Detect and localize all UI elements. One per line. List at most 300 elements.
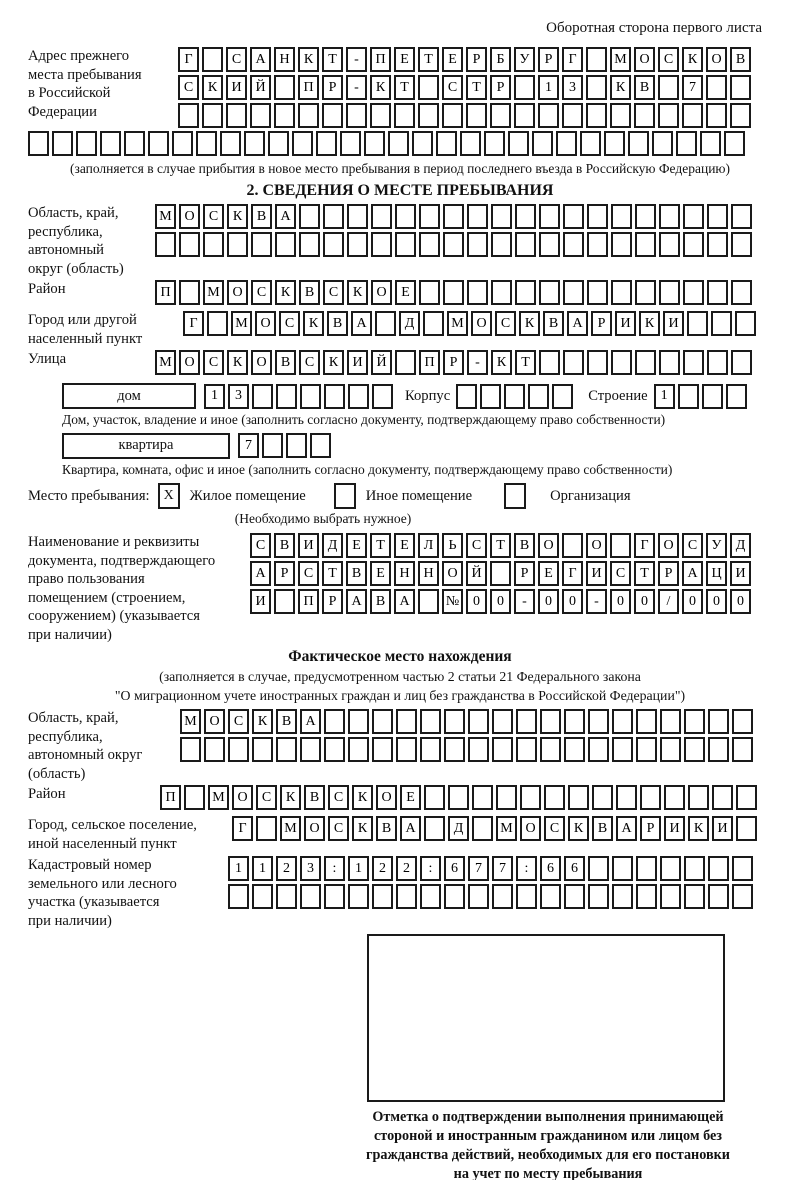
char-cell[interactable] xyxy=(324,737,345,762)
char-cell[interactable] xyxy=(436,131,457,156)
char-cell[interactable]: К xyxy=(303,311,324,336)
char-cell[interactable]: Р xyxy=(640,816,661,841)
char-cell[interactable] xyxy=(556,131,577,156)
char-cell[interactable]: С xyxy=(299,350,320,375)
char-cell[interactable]: 0 xyxy=(490,589,511,614)
char-cell[interactable] xyxy=(203,232,224,257)
char-cell[interactable] xyxy=(635,232,656,257)
char-cell[interactable]: Е xyxy=(346,533,367,558)
char-cell[interactable]: Р xyxy=(322,589,343,614)
char-cell[interactable] xyxy=(424,785,445,810)
char-cell[interactable]: А xyxy=(394,589,415,614)
char-cell[interactable] xyxy=(730,75,751,100)
char-cell[interactable] xyxy=(388,131,409,156)
char-cell[interactable]: К xyxy=(323,350,344,375)
char-cell[interactable] xyxy=(372,884,393,909)
char-cell[interactable] xyxy=(544,785,565,810)
char-cell[interactable]: 0 xyxy=(682,589,703,614)
char-cell[interactable] xyxy=(538,103,559,128)
char-cell[interactable] xyxy=(707,204,728,229)
char-cell[interactable] xyxy=(732,709,753,734)
char-cell[interactable]: Е xyxy=(400,785,421,810)
char-cell[interactable] xyxy=(707,350,728,375)
char-cell[interactable]: У xyxy=(706,533,727,558)
char-cell[interactable] xyxy=(468,884,489,909)
char-cell[interactable]: 3 xyxy=(562,75,583,100)
char-cell[interactable] xyxy=(466,103,487,128)
char-cell[interactable]: О xyxy=(634,47,655,72)
char-cell[interactable] xyxy=(514,103,535,128)
char-cell[interactable] xyxy=(520,785,541,810)
char-cell[interactable] xyxy=(274,103,295,128)
char-cell[interactable] xyxy=(244,131,265,156)
char-cell[interactable] xyxy=(207,311,228,336)
char-cell[interactable]: О xyxy=(179,350,200,375)
char-cell[interactable] xyxy=(707,232,728,257)
char-cell[interactable]: Т xyxy=(322,47,343,72)
char-cell[interactable] xyxy=(640,785,661,810)
char-cell[interactable] xyxy=(148,131,169,156)
char-cell[interactable] xyxy=(472,816,493,841)
char-cell[interactable]: Е xyxy=(394,533,415,558)
char-cell[interactable] xyxy=(532,131,553,156)
char-cell[interactable] xyxy=(611,280,632,305)
char-cell[interactable]: К xyxy=(491,350,512,375)
char-cell[interactable] xyxy=(659,232,680,257)
char-cell[interactable] xyxy=(732,737,753,762)
char-cell[interactable] xyxy=(587,350,608,375)
char-cell[interactable] xyxy=(731,350,752,375)
char-cell[interactable] xyxy=(712,785,733,810)
char-cell[interactable] xyxy=(660,884,681,909)
char-cell[interactable]: / xyxy=(658,589,679,614)
char-cell[interactable]: П xyxy=(298,589,319,614)
char-cell[interactable] xyxy=(586,103,607,128)
char-cell[interactable]: В xyxy=(592,816,613,841)
char-cell[interactable] xyxy=(659,204,680,229)
char-cell[interactable]: 1 xyxy=(204,384,225,409)
char-cell[interactable]: С xyxy=(251,280,272,305)
char-cell[interactable] xyxy=(310,433,331,458)
char-cell[interactable] xyxy=(371,232,392,257)
char-cell[interactable] xyxy=(652,131,673,156)
char-cell[interactable] xyxy=(395,204,416,229)
char-cell[interactable] xyxy=(708,709,729,734)
char-cell[interactable]: Р xyxy=(658,561,679,586)
char-cell[interactable] xyxy=(262,433,283,458)
char-cell[interactable]: Й xyxy=(466,561,487,586)
char-cell[interactable] xyxy=(420,884,441,909)
char-cell[interactable]: Р xyxy=(322,75,343,100)
char-cell[interactable] xyxy=(252,884,273,909)
char-cell[interactable]: А xyxy=(250,47,271,72)
char-cell[interactable]: В xyxy=(346,561,367,586)
char-cell[interactable] xyxy=(612,709,633,734)
char-cell[interactable]: П xyxy=(419,350,440,375)
char-cell[interactable]: К xyxy=(352,785,373,810)
char-cell[interactable]: С xyxy=(658,47,679,72)
char-cell[interactable] xyxy=(444,709,465,734)
char-cell[interactable]: Г xyxy=(232,816,253,841)
char-cell[interactable] xyxy=(448,785,469,810)
char-cell[interactable] xyxy=(460,131,481,156)
char-cell[interactable] xyxy=(508,131,529,156)
char-cell[interactable] xyxy=(731,280,752,305)
char-cell[interactable]: Г xyxy=(562,47,583,72)
house-type-box[interactable]: дом xyxy=(62,383,196,409)
char-cell[interactable] xyxy=(528,384,549,409)
char-cell[interactable] xyxy=(268,131,289,156)
residential-checkbox[interactable]: X xyxy=(158,483,180,509)
char-cell[interactable]: 7 xyxy=(238,433,259,458)
char-cell[interactable]: Б xyxy=(490,47,511,72)
char-cell[interactable] xyxy=(396,884,417,909)
char-cell[interactable]: В xyxy=(543,311,564,336)
char-cell[interactable]: С xyxy=(203,350,224,375)
char-cell[interactable]: О xyxy=(251,350,272,375)
char-cell[interactable] xyxy=(588,856,609,881)
char-cell[interactable]: В xyxy=(730,47,751,72)
char-cell[interactable] xyxy=(588,737,609,762)
char-cell[interactable] xyxy=(252,384,273,409)
char-cell[interactable] xyxy=(226,103,247,128)
char-cell[interactable] xyxy=(539,280,560,305)
char-cell[interactable] xyxy=(52,131,73,156)
char-cell[interactable] xyxy=(322,103,343,128)
char-cell[interactable]: С xyxy=(203,204,224,229)
char-cell[interactable]: К xyxy=(370,75,391,100)
char-cell[interactable]: П xyxy=(160,785,181,810)
char-cell[interactable] xyxy=(496,785,517,810)
char-cell[interactable] xyxy=(612,737,633,762)
char-cell[interactable] xyxy=(634,103,655,128)
char-cell[interactable]: 6 xyxy=(540,856,561,881)
char-cell[interactable] xyxy=(420,709,441,734)
char-cell[interactable]: О xyxy=(520,816,541,841)
char-cell[interactable] xyxy=(731,204,752,229)
char-cell[interactable]: Й xyxy=(371,350,392,375)
char-cell[interactable] xyxy=(586,47,607,72)
char-cell[interactable]: О xyxy=(232,785,253,810)
char-cell[interactable]: И xyxy=(586,561,607,586)
char-cell[interactable] xyxy=(580,131,601,156)
char-cell[interactable]: К xyxy=(352,816,373,841)
char-cell[interactable]: М xyxy=(610,47,631,72)
char-cell[interactable]: К xyxy=(280,785,301,810)
char-cell[interactable] xyxy=(491,280,512,305)
char-cell[interactable] xyxy=(616,785,637,810)
char-cell[interactable] xyxy=(419,232,440,257)
char-cell[interactable]: Т xyxy=(418,47,439,72)
char-cell[interactable] xyxy=(300,737,321,762)
char-cell[interactable] xyxy=(28,131,49,156)
char-cell[interactable]: М xyxy=(208,785,229,810)
char-cell[interactable]: Д xyxy=(399,311,420,336)
char-cell[interactable] xyxy=(563,280,584,305)
char-cell[interactable]: С xyxy=(328,785,349,810)
char-cell[interactable]: 7 xyxy=(682,75,703,100)
char-cell[interactable] xyxy=(726,384,747,409)
char-cell[interactable]: И xyxy=(712,816,733,841)
char-cell[interactable]: И xyxy=(347,350,368,375)
char-cell[interactable] xyxy=(419,204,440,229)
char-cell[interactable]: Т xyxy=(394,75,415,100)
char-cell[interactable]: 1 xyxy=(654,384,675,409)
char-cell[interactable]: Ь xyxy=(442,533,463,558)
char-cell[interactable] xyxy=(684,884,705,909)
char-cell[interactable]: С xyxy=(682,533,703,558)
char-cell[interactable]: Д xyxy=(730,533,751,558)
char-cell[interactable] xyxy=(708,884,729,909)
char-cell[interactable]: В xyxy=(634,75,655,100)
char-cell[interactable]: - xyxy=(514,589,535,614)
char-cell[interactable]: Т xyxy=(515,350,536,375)
char-cell[interactable] xyxy=(707,280,728,305)
char-cell[interactable] xyxy=(418,589,439,614)
char-cell[interactable] xyxy=(419,280,440,305)
char-cell[interactable]: А xyxy=(275,204,296,229)
char-cell[interactable]: Е xyxy=(395,280,416,305)
char-cell[interactable] xyxy=(300,884,321,909)
char-cell[interactable] xyxy=(348,384,369,409)
char-cell[interactable]: - xyxy=(346,75,367,100)
char-cell[interactable] xyxy=(658,75,679,100)
char-cell[interactable] xyxy=(562,103,583,128)
char-cell[interactable]: 3 xyxy=(300,856,321,881)
char-cell[interactable] xyxy=(372,384,393,409)
char-cell[interactable]: М xyxy=(155,350,176,375)
char-cell[interactable]: - xyxy=(586,589,607,614)
char-cell[interactable] xyxy=(702,384,723,409)
char-cell[interactable]: К xyxy=(202,75,223,100)
char-cell[interactable]: О xyxy=(442,561,463,586)
char-cell[interactable] xyxy=(612,884,633,909)
char-cell[interactable] xyxy=(490,561,511,586)
char-cell[interactable] xyxy=(372,709,393,734)
char-cell[interactable]: О xyxy=(586,533,607,558)
char-cell[interactable] xyxy=(468,709,489,734)
char-cell[interactable] xyxy=(636,709,657,734)
char-cell[interactable]: 1 xyxy=(538,75,559,100)
char-cell[interactable] xyxy=(418,103,439,128)
char-cell[interactable] xyxy=(179,280,200,305)
char-cell[interactable]: К xyxy=(275,280,296,305)
char-cell[interactable] xyxy=(490,103,511,128)
char-cell[interactable] xyxy=(563,204,584,229)
char-cell[interactable] xyxy=(324,709,345,734)
char-cell[interactable]: А xyxy=(351,311,372,336)
char-cell[interactable] xyxy=(515,204,536,229)
char-cell[interactable]: 0 xyxy=(466,589,487,614)
char-cell[interactable]: И xyxy=(730,561,751,586)
char-cell[interactable] xyxy=(299,204,320,229)
char-cell[interactable] xyxy=(76,131,97,156)
char-cell[interactable]: К xyxy=(639,311,660,336)
char-cell[interactable] xyxy=(348,884,369,909)
char-cell[interactable] xyxy=(467,232,488,257)
char-cell[interactable] xyxy=(610,103,631,128)
char-cell[interactable] xyxy=(659,350,680,375)
char-cell[interactable] xyxy=(563,350,584,375)
char-cell[interactable]: С xyxy=(323,280,344,305)
char-cell[interactable] xyxy=(372,737,393,762)
char-cell[interactable] xyxy=(491,232,512,257)
char-cell[interactable] xyxy=(179,232,200,257)
char-cell[interactable]: К xyxy=(610,75,631,100)
char-cell[interactable] xyxy=(736,816,757,841)
char-cell[interactable] xyxy=(396,709,417,734)
char-cell[interactable] xyxy=(610,533,631,558)
char-cell[interactable] xyxy=(202,47,223,72)
char-cell[interactable] xyxy=(420,737,441,762)
char-cell[interactable]: Ц xyxy=(706,561,727,586)
char-cell[interactable] xyxy=(683,280,704,305)
char-cell[interactable] xyxy=(467,204,488,229)
char-cell[interactable] xyxy=(636,737,657,762)
char-cell[interactable] xyxy=(660,856,681,881)
char-cell[interactable] xyxy=(395,232,416,257)
char-cell[interactable]: Г xyxy=(178,47,199,72)
char-cell[interactable]: О xyxy=(227,280,248,305)
char-cell[interactable] xyxy=(516,737,537,762)
char-cell[interactable]: И xyxy=(298,533,319,558)
char-cell[interactable] xyxy=(250,103,271,128)
char-cell[interactable]: С xyxy=(610,561,631,586)
char-cell[interactable]: С xyxy=(178,75,199,100)
char-cell[interactable]: П xyxy=(298,75,319,100)
char-cell[interactable] xyxy=(635,204,656,229)
char-cell[interactable]: : xyxy=(516,856,537,881)
char-cell[interactable]: Р xyxy=(466,47,487,72)
char-cell[interactable] xyxy=(100,131,121,156)
char-cell[interactable] xyxy=(682,103,703,128)
char-cell[interactable] xyxy=(204,737,225,762)
char-cell[interactable] xyxy=(276,884,297,909)
char-cell[interactable] xyxy=(611,350,632,375)
char-cell[interactable] xyxy=(678,384,699,409)
char-cell[interactable]: О xyxy=(471,311,492,336)
char-cell[interactable] xyxy=(424,816,445,841)
char-cell[interactable] xyxy=(300,384,321,409)
char-cell[interactable] xyxy=(612,856,633,881)
char-cell[interactable] xyxy=(587,280,608,305)
char-cell[interactable] xyxy=(423,311,444,336)
char-cell[interactable]: В xyxy=(370,589,391,614)
char-cell[interactable] xyxy=(346,103,367,128)
char-cell[interactable] xyxy=(564,709,585,734)
char-cell[interactable]: 1 xyxy=(228,856,249,881)
char-cell[interactable] xyxy=(563,232,584,257)
char-cell[interactable] xyxy=(683,204,704,229)
char-cell[interactable] xyxy=(636,856,657,881)
char-cell[interactable] xyxy=(443,232,464,257)
char-cell[interactable]: 6 xyxy=(444,856,465,881)
char-cell[interactable]: Г xyxy=(183,311,204,336)
char-cell[interactable] xyxy=(491,204,512,229)
char-cell[interactable] xyxy=(276,384,297,409)
char-cell[interactable] xyxy=(492,884,513,909)
char-cell[interactable] xyxy=(323,204,344,229)
char-cell[interactable]: 0 xyxy=(610,589,631,614)
char-cell[interactable] xyxy=(124,131,145,156)
char-cell[interactable]: В xyxy=(275,350,296,375)
char-cell[interactable]: С xyxy=(442,75,463,100)
char-cell[interactable]: 6 xyxy=(564,856,585,881)
char-cell[interactable]: 1 xyxy=(348,856,369,881)
char-cell[interactable] xyxy=(516,709,537,734)
char-cell[interactable]: М xyxy=(280,816,301,841)
char-cell[interactable]: К xyxy=(519,311,540,336)
char-cell[interactable]: - xyxy=(467,350,488,375)
char-cell[interactable] xyxy=(540,884,561,909)
char-cell[interactable]: Т xyxy=(322,561,343,586)
char-cell[interactable] xyxy=(732,884,753,909)
char-cell[interactable] xyxy=(375,311,396,336)
char-cell[interactable] xyxy=(484,131,505,156)
char-cell[interactable]: О xyxy=(255,311,276,336)
char-cell[interactable]: С xyxy=(298,561,319,586)
char-cell[interactable]: В xyxy=(251,204,272,229)
char-cell[interactable]: : xyxy=(324,856,345,881)
char-cell[interactable] xyxy=(274,589,295,614)
char-cell[interactable]: 2 xyxy=(396,856,417,881)
char-cell[interactable]: С xyxy=(495,311,516,336)
char-cell[interactable]: 1 xyxy=(252,856,273,881)
char-cell[interactable] xyxy=(588,884,609,909)
char-cell[interactable] xyxy=(492,737,513,762)
char-cell[interactable]: Р xyxy=(538,47,559,72)
char-cell[interactable] xyxy=(540,737,561,762)
char-cell[interactable]: Й xyxy=(250,75,271,100)
char-cell[interactable] xyxy=(371,204,392,229)
char-cell[interactable] xyxy=(275,232,296,257)
char-cell[interactable] xyxy=(492,709,513,734)
char-cell[interactable] xyxy=(683,232,704,257)
char-cell[interactable]: К xyxy=(682,47,703,72)
char-cell[interactable] xyxy=(515,280,536,305)
char-cell[interactable] xyxy=(611,204,632,229)
char-cell[interactable]: И xyxy=(615,311,636,336)
char-cell[interactable]: Т xyxy=(370,533,391,558)
char-cell[interactable]: Р xyxy=(514,561,535,586)
char-cell[interactable] xyxy=(706,75,727,100)
char-cell[interactable] xyxy=(467,280,488,305)
char-cell[interactable]: С xyxy=(228,709,249,734)
char-cell[interactable] xyxy=(708,856,729,881)
char-cell[interactable] xyxy=(396,737,417,762)
char-cell[interactable] xyxy=(299,232,320,257)
char-cell[interactable] xyxy=(228,884,249,909)
char-cell[interactable] xyxy=(172,131,193,156)
char-cell[interactable] xyxy=(660,737,681,762)
char-cell[interactable]: 7 xyxy=(468,856,489,881)
char-cell[interactable]: М xyxy=(155,204,176,229)
char-cell[interactable]: Е xyxy=(394,47,415,72)
char-cell[interactable] xyxy=(736,785,757,810)
char-cell[interactable] xyxy=(735,311,756,336)
char-cell[interactable] xyxy=(316,131,337,156)
char-cell[interactable] xyxy=(252,737,273,762)
char-cell[interactable]: К xyxy=(688,816,709,841)
char-cell[interactable] xyxy=(708,737,729,762)
char-cell[interactable] xyxy=(251,232,272,257)
char-cell[interactable] xyxy=(340,131,361,156)
char-cell[interactable] xyxy=(684,709,705,734)
char-cell[interactable] xyxy=(184,785,205,810)
char-cell[interactable]: Т xyxy=(490,533,511,558)
char-cell[interactable]: А xyxy=(616,816,637,841)
char-cell[interactable] xyxy=(227,232,248,257)
